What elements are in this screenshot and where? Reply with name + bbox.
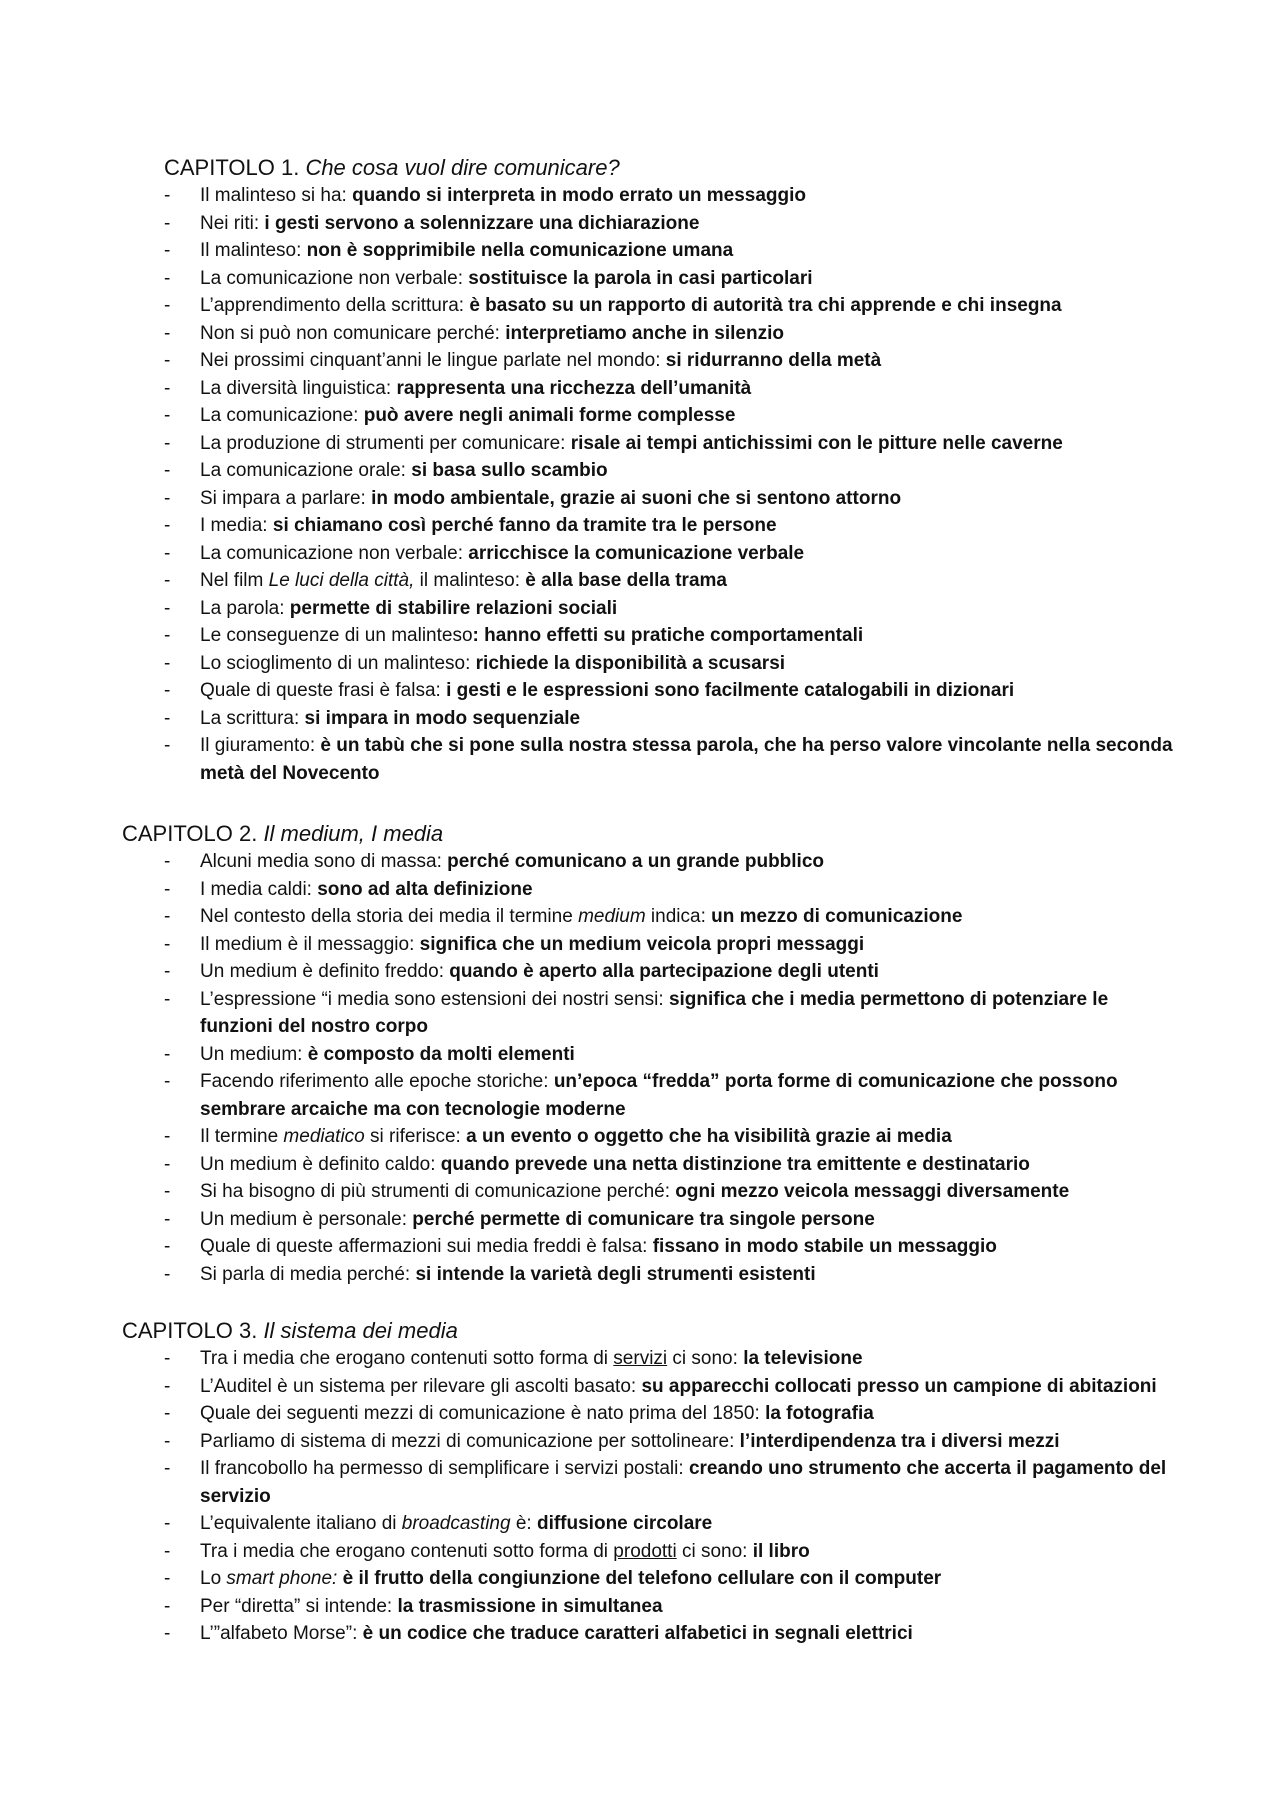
chapter-title xyxy=(0,820,1280,848)
list-item: - Si parla di media perché: si intende la varietà degli strumenti esistenti xyxy=(164,1263,816,1285)
list-item: - L’apprendimento della scrittura: è basato su un rapporto di autorità tra chi apprende e chi insegna xyxy=(164,295,1062,316)
list-item: - Si impara a parlare: in modo ambientale, grazie ai suoni che si sentono attorno xyxy=(164,487,902,509)
list-item: - Lo smart phone: è il frutto della congiunzione del telefono cellulare con il computer xyxy=(164,1568,942,1589)
list-item: - Un medium è definito caldo: quando prevede una netta distinzione tra emittente e destinatario xyxy=(164,1153,1030,1175)
list-item: - Quale di queste frasi è falsa: i gesti e le espressioni sono facilmente catalogabili in dizionari xyxy=(164,680,1015,701)
list-item: - Il francobollo ha permesso di semplificare i servizi postali: creando uno strumento che accerta il pagamento del servizio xyxy=(164,1458,1167,1507)
question-list xyxy=(0,1345,1280,1648)
list-item: - La comunicazione orale: si basa sullo scambio xyxy=(164,460,608,481)
list-item: - Nei prossimi cinquant’anni le lingue parlate nel mondo: si ridurranno della metà xyxy=(164,350,882,371)
list-item: - Un medium: è composto da molti elementi xyxy=(164,1043,575,1065)
list-item: - Parliamo di sistema di mezzi di comunicazione per sottolineare: l’interdipendenza tra i diversi mezzi xyxy=(164,1430,1060,1452)
list-item: - Quale di queste affermazioni sui media freddi è falsa: fissano in modo stabile un messaggio xyxy=(164,1236,997,1257)
list-item: - L’espressione “i media sono estensioni dei nostri sensi: significa che i media permettono di potenziare le funzioni del nostro corpo xyxy=(164,988,1109,1037)
list-item: - I media: si chiamano così perché fanno da tramite tra le persone xyxy=(164,515,777,536)
list-item: - I media caldi: sono ad alta definizione xyxy=(164,878,533,900)
list-item: - Quale dei seguenti mezzi di comunicazione è nato prima del 1850: la fotografia xyxy=(164,1403,874,1424)
list-item: - Alcuni media sono di massa: perché comunicano a un grande pubblico xyxy=(164,851,825,872)
chapter-title xyxy=(0,1317,1280,1345)
list-item: - Nei riti: i gesti servono a solennizzare una dichiarazione xyxy=(164,212,700,234)
chapter-3 xyxy=(0,1317,1280,1648)
list-item: - Tra i media che erogano contenuti sotto forma di prodotti ci sono: il libro xyxy=(164,1540,810,1562)
list-item: - Le conseguenze di un malinteso: hanno effetti su pratiche comportamentali xyxy=(164,625,864,646)
list-item: - La comunicazione: può avere negli animali forme complesse xyxy=(164,405,736,426)
list-item: - Il giuramento: è un tabù che si pone sulla nostra stessa parola, che ha perso valore vincolante nella seconda metà del Novecento xyxy=(164,735,1173,784)
list-item: - La comunicazione non verbale: sostituisce la parola in casi particolari xyxy=(164,267,813,289)
list-item: - Per “diretta” si intende: la trasmissione in simultanea xyxy=(164,1595,663,1617)
list-item: - La parola: permette di stabilire relazioni sociali xyxy=(164,597,618,619)
list-item: - Tra i media che erogano contenuti sotto forma di servizi ci sono: la televisione xyxy=(164,1348,863,1369)
list-item: - Lo scioglimento di un malinteso: richiede la disponibilità a scusarsi xyxy=(164,652,786,674)
list-item: - La produzione di strumenti per comunicare: risale ai tempi antichissimi con le pitture nelle caverne xyxy=(164,432,1063,454)
question-list xyxy=(0,182,1280,787)
list-item: - Facendo riferimento alle epoche storiche: un’epoca “fredda” porta forme di comunicazione che possono sembrare arcaiche ma con tecnologie moderne xyxy=(164,1071,1118,1120)
list-item: - L’Auditel è un sistema per rilevare gli ascolti basato: su apparecchi collocati presso un campione di abitazioni xyxy=(164,1375,1157,1397)
chapter-subtitle: Il sistema dei media xyxy=(263,1318,458,1343)
list-item: - Un medium è personale: perché permette di comunicare tra singole persone xyxy=(164,1208,875,1230)
list-item: - Un medium è definito freddo: quando è aperto alla partecipazione degli utenti xyxy=(164,961,879,982)
list-item: - L’equivalente italiano di broadcasting è: diffusione circolare xyxy=(164,1513,713,1534)
list-item: - La comunicazione non verbale: arricchisce la comunicazione verbale xyxy=(164,542,805,564)
list-item: - Nel contesto della storia dei media il termine medium indica: un mezzo di comunicazione xyxy=(164,906,963,927)
chapter-label: CAPITOLO 2. xyxy=(122,821,258,846)
chapter-label: CAPITOLO 1. xyxy=(164,155,300,180)
list-item: - Non si può non comunicare perché: interpretiamo anche in silenzio xyxy=(164,322,784,344)
chapter-subtitle: Il medium, I media xyxy=(263,821,444,846)
chapter-subtitle: Che cosa vuol dire comunicare? xyxy=(305,155,620,180)
list-item: - Il malinteso: non è sopprimibile nella comunicazione umana xyxy=(164,240,734,261)
list-item: - Il medium è il messaggio: significa che un medium veicola propri messaggi xyxy=(164,933,865,955)
chapter-label: CAPITOLO 3. xyxy=(122,1318,258,1343)
chapter-title xyxy=(0,154,1280,182)
question-list xyxy=(0,848,1280,1288)
list-item: - La diversità linguistica: rappresenta una ricchezza dell’umanità xyxy=(164,377,752,399)
list-item: - Si ha bisogno di più strumenti di comunicazione perché: ogni mezzo veicola messaggi diversamente xyxy=(164,1181,1070,1202)
list-item: - Nel film Le luci della città, il malinteso: è alla base della trama xyxy=(164,570,727,591)
list-item: - L’”alfabeto Morse”: è un codice che traduce caratteri alfabetici in segnali elettrici xyxy=(164,1623,913,1644)
chapter-1 xyxy=(0,154,1280,787)
list-item: - La scrittura: si impara in modo sequenziale xyxy=(164,707,581,729)
list-item: - Il malinteso si ha: quando si interpreta in modo errato un messaggio xyxy=(164,185,807,206)
chapter-2 xyxy=(0,820,1280,1288)
list-item: - Il termine mediatico si riferisce: a un evento o oggetto che ha visibilità grazie ai media xyxy=(164,1126,952,1147)
